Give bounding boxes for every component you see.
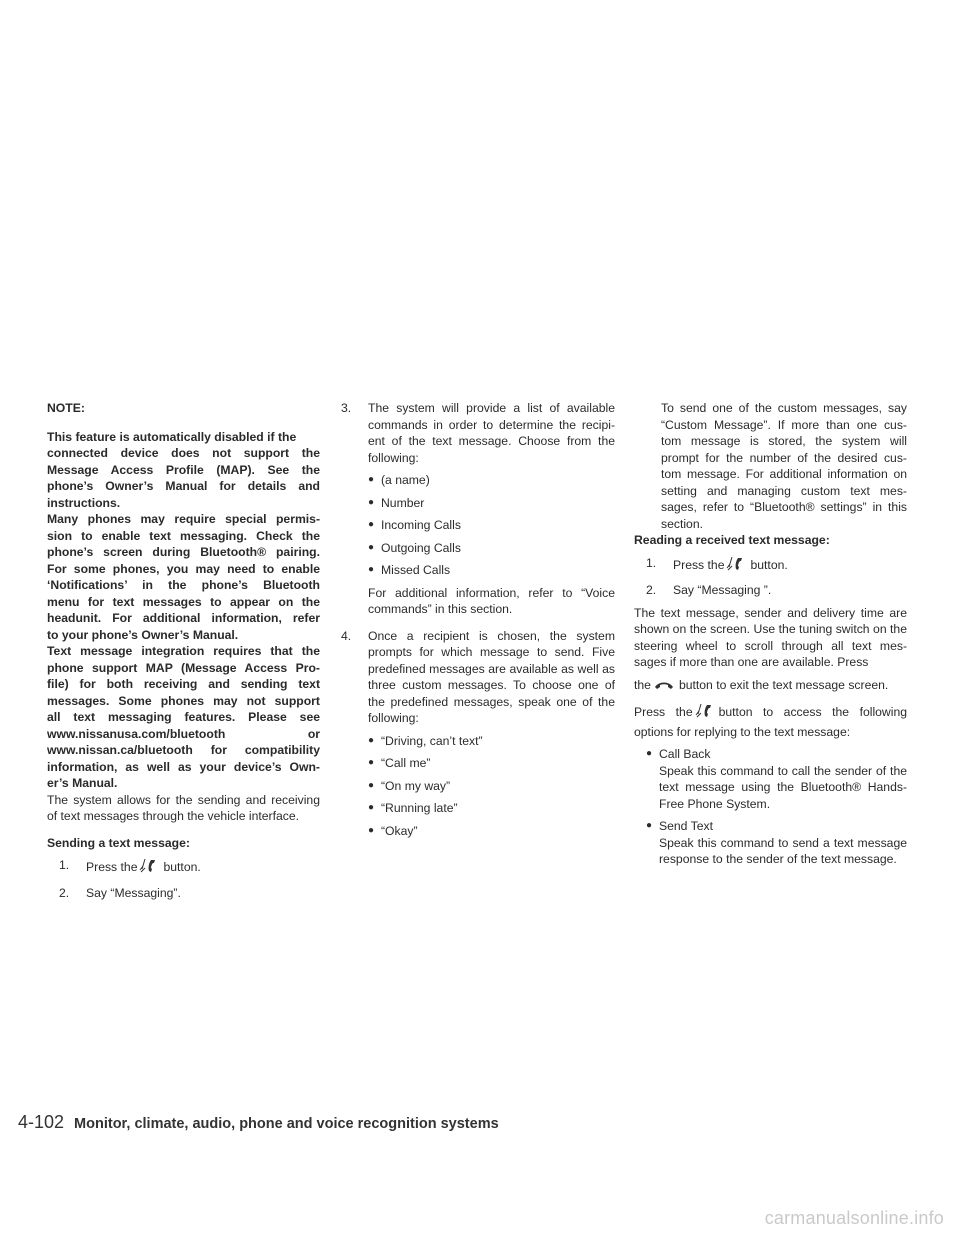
note-line: file) for both receiving and sending text bbox=[47, 677, 320, 691]
bullet: ● bbox=[368, 519, 375, 530]
list-item: ● Missed Calls bbox=[368, 563, 451, 577]
option-title: Send Text bbox=[659, 819, 713, 833]
phone-voice-icon bbox=[139, 857, 159, 879]
intro-text: The system allows for the sending and receiving of text messages through the vehicle interface. bbox=[47, 792, 320, 823]
left-column bbox=[47, 400, 320, 901]
step-text: Say “Messaging ”. bbox=[673, 583, 772, 597]
step-text: Press the bbox=[86, 860, 138, 874]
note-line: messages. Some phones may not support bbox=[47, 693, 320, 708]
note-line: information, as well as your device’s Own- bbox=[47, 759, 320, 774]
option-call-back bbox=[634, 746, 907, 812]
step-text: Say “Messaging”. bbox=[86, 885, 181, 900]
note-line: phone’s screen during Bluetooth® pairing. bbox=[47, 545, 320, 559]
note-line: sion to enable text messaging. Check the bbox=[47, 528, 320, 543]
step-number: 1. bbox=[646, 555, 657, 570]
note-line: Many phones may require special permis- bbox=[47, 512, 320, 526]
note-line: For some phones, you may need to enable bbox=[47, 561, 320, 576]
sending-step-3 bbox=[341, 400, 615, 466]
list-item: ● Incoming Calls bbox=[368, 518, 461, 532]
step-text: button. bbox=[163, 860, 201, 874]
or-text: or bbox=[307, 726, 320, 741]
note-line: Message Access Profile (MAP). See the bbox=[47, 462, 320, 477]
sending-heading: Sending a text message: bbox=[47, 835, 190, 850]
sending-step-4 bbox=[341, 628, 615, 727]
option-desc: Speak this command to call the sender of the text message using the Bluetooth® Hands-Free Phone System. bbox=[659, 763, 907, 811]
bullet: ● bbox=[646, 748, 653, 759]
bullet: ● bbox=[368, 496, 375, 508]
bullet: ● bbox=[368, 734, 375, 746]
reference-text: For additional information, refer to “Voice commands” in this section. bbox=[368, 585, 615, 616]
reading-step-1 bbox=[634, 555, 907, 577]
phone-voice-icon bbox=[726, 555, 746, 577]
note-line: ‘Notifications’ in the phone’s Bluetooth bbox=[47, 578, 320, 592]
bullet: ● bbox=[646, 820, 653, 831]
hangup-paragraph: the button to exit the text message screen. bbox=[634, 677, 907, 697]
option-desc: Speak this command to send a text message response to the sender of the text message. bbox=[659, 835, 907, 866]
step-text: The system will provide a list of available commands in order to determine the recipi- ent of the text message. Choose from the following: bbox=[368, 401, 615, 465]
note-line: This feature is automatically disabled if the bbox=[47, 429, 297, 444]
bullet: ● bbox=[368, 779, 375, 791]
list-item: ● “Driving, can’t text” bbox=[368, 733, 483, 748]
sending-step-1 bbox=[47, 857, 320, 879]
reading-heading: Reading a received text message: bbox=[634, 533, 830, 547]
url-line bbox=[47, 726, 320, 743]
middle-column bbox=[341, 400, 615, 839]
step-number: 3. bbox=[341, 401, 352, 415]
reply-paragraph: Press the button to access the following options for replying to the text message: bbox=[634, 702, 907, 740]
phone-hangup-icon bbox=[653, 678, 675, 697]
note-line: to your phone’s Owner’s Manual. bbox=[47, 627, 239, 642]
list-item: ● “Okay” bbox=[368, 823, 418, 838]
right-column bbox=[634, 400, 907, 868]
option-send-text bbox=[634, 818, 907, 868]
note-line: instructions. bbox=[47, 495, 121, 510]
list-item: ● “On my way” bbox=[368, 778, 451, 793]
watermark: carmanualsonline.info bbox=[764, 1208, 944, 1228]
section-title: Monitor, climate, audio, phone and voice recognition systems bbox=[74, 1116, 499, 1132]
reading-paragraph: The text message, sender and delivery time are shown on the screen. Use the tuning switch on the steering wheel to scroll through all text mes- sages if more than one are available. Press bbox=[634, 605, 907, 669]
note-line: all text messaging features. Please see bbox=[47, 710, 320, 724]
step-text: Press the bbox=[673, 557, 725, 572]
bullet: ● bbox=[368, 802, 375, 813]
note-line: er’s Manual. bbox=[47, 776, 118, 790]
step-number: 4. bbox=[341, 628, 352, 643]
custom-message-text: To send one of the custom messages, say “Custom Message”. If more than one cus- tom message is stored, the system will prompt for the number of the desired cus- tom message. For additional information on setting and managing custom text mes- sages, refer to “Bluetooth® settings” in this section. bbox=[661, 401, 907, 531]
list-item: ● Outgoing Calls bbox=[368, 540, 461, 555]
note-line: phone support MAP (Message Access Pro- bbox=[47, 660, 320, 675]
step-number: 1. bbox=[59, 858, 70, 872]
bullet: ● bbox=[368, 474, 375, 485]
note-paragraph-1 bbox=[47, 429, 320, 512]
sending-step-2 bbox=[47, 885, 320, 902]
page-number: 4-102 bbox=[18, 1112, 65, 1132]
step-text: Once a recipient is chosen, the system prompts for which message to send. Five predefined messages are available as well as three custom messages. To choose one of the predefined messages, speak one of the following: bbox=[368, 628, 615, 725]
note-line: headunit. For additional information, refer bbox=[47, 611, 320, 625]
note-heading: NOTE: bbox=[47, 401, 85, 415]
step-text: button. bbox=[750, 557, 788, 572]
step-number: 2. bbox=[646, 583, 657, 597]
list-item: ● Number bbox=[368, 495, 425, 510]
bullet: ● bbox=[368, 541, 375, 553]
note-line: connected device does not support the bbox=[47, 446, 320, 460]
list-item: ● (a name) bbox=[368, 473, 430, 487]
reading-step-2 bbox=[634, 582, 907, 599]
page-footer bbox=[18, 1114, 499, 1133]
bluetooth-url-us[interactable]: www.nissanusa.com/bluetooth bbox=[47, 726, 226, 741]
note-line: menu for text messages to appear on the bbox=[47, 594, 320, 609]
note-paragraph-2 bbox=[47, 511, 320, 643]
note-paragraph-3 bbox=[47, 643, 320, 792]
note-line: phone’s Owner’s Manual for details and bbox=[47, 479, 320, 493]
list-item: ● “Call me” bbox=[368, 756, 431, 770]
option-title: Call Back bbox=[659, 747, 711, 761]
bullet: ● bbox=[368, 757, 375, 768]
list-item: ● “Running late” bbox=[368, 801, 458, 815]
bullet: ● bbox=[368, 824, 375, 836]
note-line: www.nissan.ca/bluetooth for compatibility bbox=[47, 743, 320, 757]
bullet: ● bbox=[368, 564, 375, 575]
phone-voice-icon bbox=[695, 702, 715, 724]
step-number: 2. bbox=[59, 885, 70, 900]
note-line: Text message integration requires that the bbox=[47, 644, 320, 658]
